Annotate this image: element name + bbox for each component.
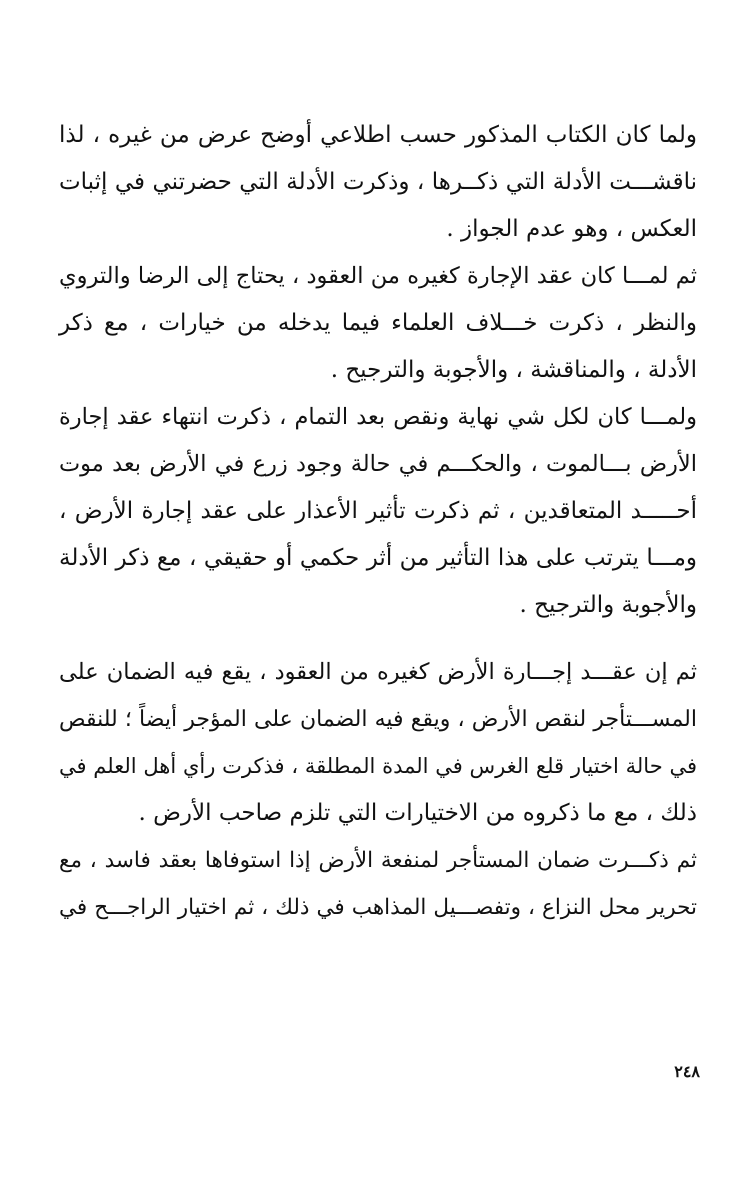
text-line: المســـتأجر لنقص الأرض ، ويقع فيه الضمان على المؤجر أيضاً ؛ للنقص (59, 707, 697, 732)
text-line: ولمـــا كان لكل شي نهاية ونقص بعد التمام ، ذكرت انتهاء عقد إجارة (59, 404, 697, 430)
paragraph-gap (59, 629, 697, 649)
text-line: والنظر ، ذكرت خـــلاف العلماء فيما يدخله من خيارات ، مع ذكر (59, 310, 697, 336)
paragraph-1 (59, 112, 697, 253)
paragraph-4 (59, 649, 697, 837)
paragraph-3 (59, 394, 697, 629)
body-text (59, 112, 697, 931)
text-line: أحـــــد المتعاقدين ، ثم ذكرت تأثير الأعذار على عقد إجارة الأرض ، (59, 498, 697, 524)
text-line: الأدلة ، والمناقشة ، والأجوبة والترجيح . (330, 357, 697, 383)
text-line: والأجوبة والترجيح . (519, 592, 697, 618)
text-line: ناقشـــت الأدلة التي ذكــرها ، وذكرت الأدلة التي حضرتني في إثبات (59, 169, 697, 195)
text-line: ثم إن عقـــد إجـــارة الأرض كغيره من العقود ، يقع فيه الضمان على (59, 659, 697, 685)
text-line: في حالة اختيار قلع الغرس في المدة المطلقة ، فذكرت رأي أهل العلم في (59, 754, 697, 778)
paragraph-2 (59, 253, 697, 394)
page-number: ٢٤٨ (674, 1062, 700, 1081)
text-line: العكس ، وهو عدم الجواز . (446, 216, 697, 242)
text-line: ومـــا يترتب على هذا التأثير من أثر حكمي أو حقيقي ، مع ذكر الأدلة (59, 545, 697, 571)
paragraph-5 (59, 837, 697, 931)
text-line: تحرير محل النزاع ، وتفصـــيل المذاهب في ذلك ، ثم اختيار الراجـــح في (59, 895, 697, 920)
text-line: ولما كان الكتاب المذكور حسب اطلاعي أوضح عرض من غيره ، لذا (59, 122, 697, 148)
text-line: ذلك ، مع ما ذكروه من الاختيارات التي تلزم صاحب الأرض . (138, 800, 697, 826)
text-line: ثم لمـــا كان عقد الإجارة كغيره من العقود ، يحتاج إلى الرضا والتروي (59, 263, 697, 289)
text-line: ثم ذكـــرت ضمان المستأجر لمنفعة الأرض إذا استوفاها بعقد فاسد ، مع (59, 848, 697, 873)
text-line: الأرض بـــالموت ، والحكـــم في حالة وجود زرع في الأرض بعد موت (59, 451, 697, 477)
